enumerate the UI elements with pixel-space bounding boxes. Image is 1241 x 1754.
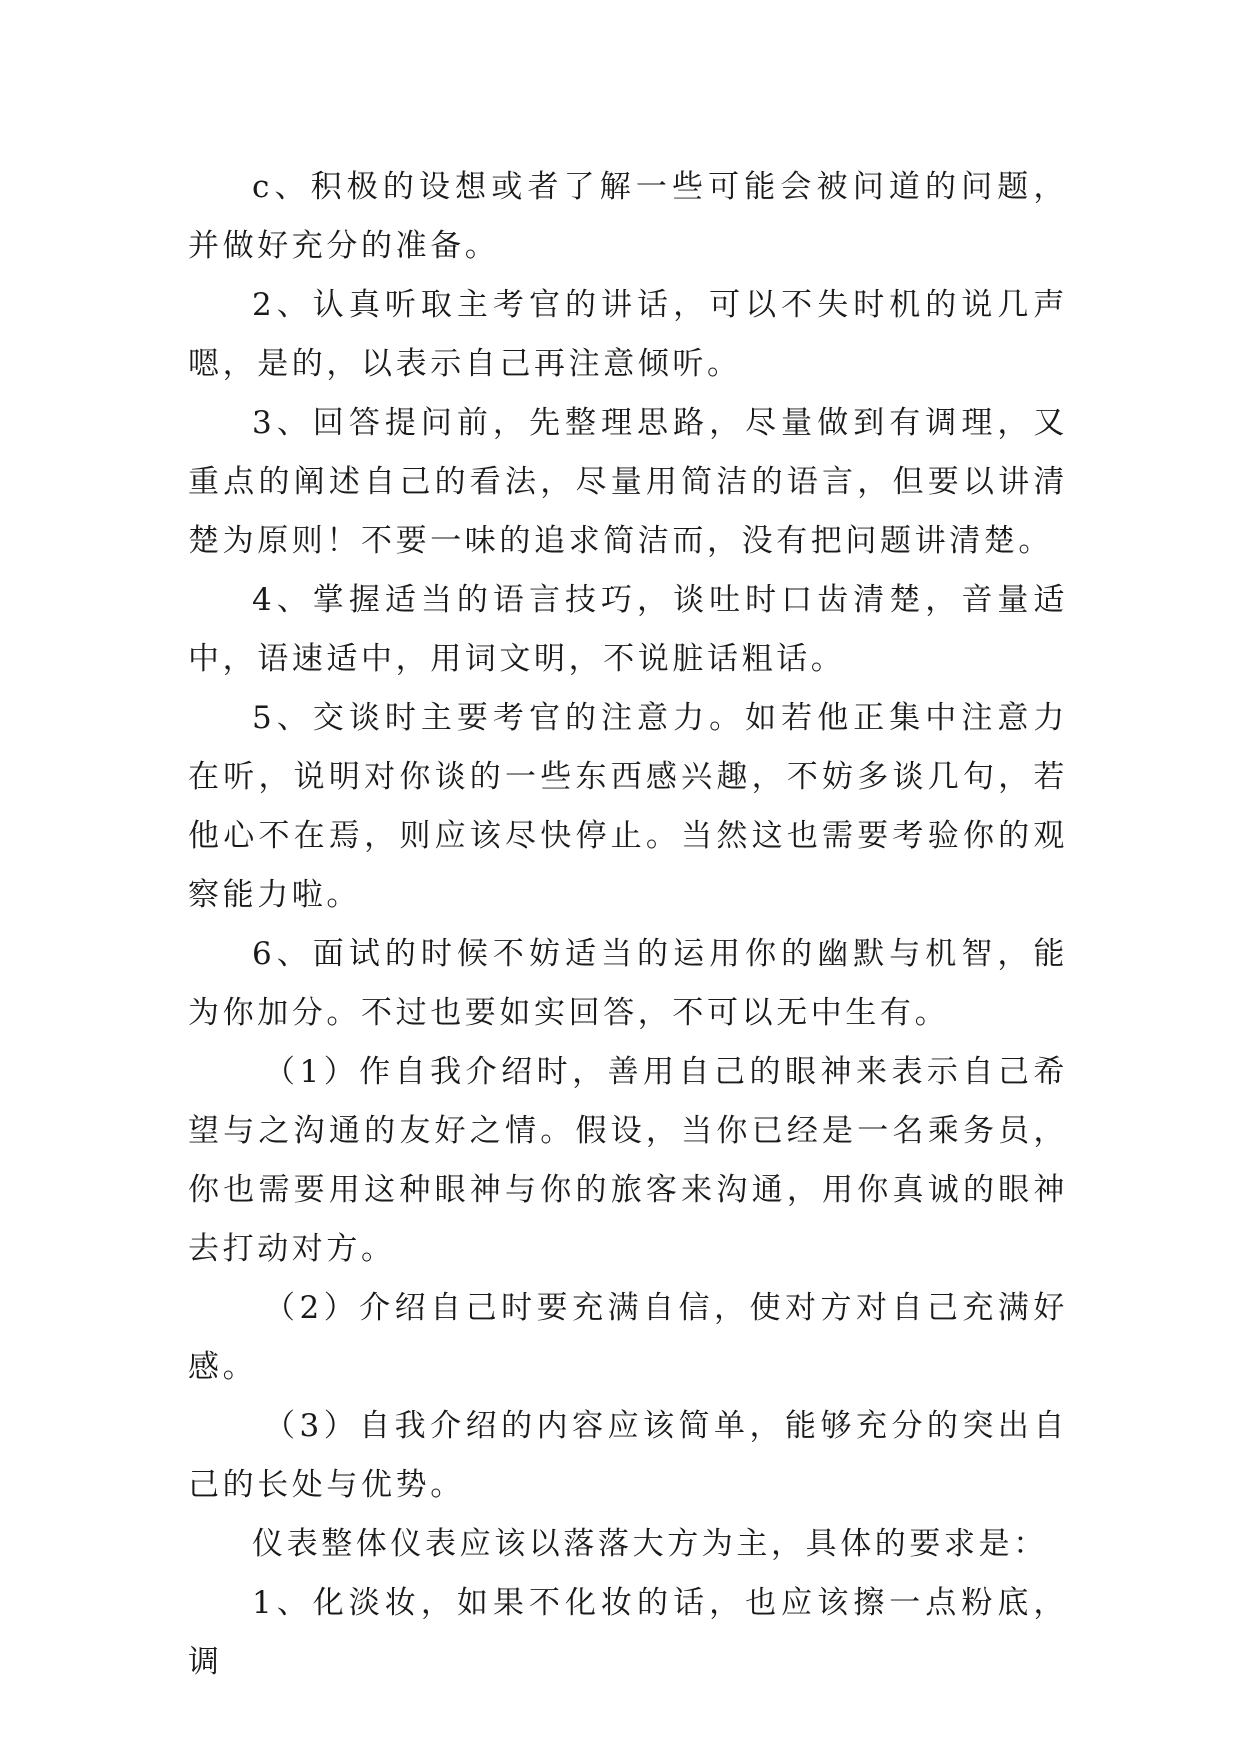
paragraph-item-c: c、积极的设想或者了解一些可能会被问道的问题，并做好充分的准备。 bbox=[188, 169, 1068, 264]
paragraph-item-4: 4、掌握适当的语言技巧，谈吐时口齿清楚，音量适中，语速适中，用词文明，不说脏话粗话。 bbox=[188, 582, 1068, 677]
paragraph-item-3: 3、回答提问前，先整理思路，尽量做到有调理，又重点的阐述自己的看法，尽量用简洁的语言，但要以讲清楚为原则！不要一味的追求简洁而，没有把问题讲清楚。 bbox=[188, 405, 1068, 559]
paragraph-appearance-intro: 仪表整体仪表应该以落落大方为主，具体的要求是： bbox=[252, 1526, 1048, 1562]
paragraph-appearance-1: 1、化淡妆，如果不化妆的话，也应该擦一点粉底，调 bbox=[188, 1585, 1068, 1680]
paragraph-item-5: 5、交谈时主要考官的注意力。如若他正集中注意力在听，说明对你谈的一些东西感兴趣，不妨多谈几句，若他心不在焉，则应该尽快停止。当然这也需要考验你的观察能力啦。 bbox=[188, 700, 1068, 913]
paragraph-subitem-1: （1）作自我介绍时，善用自己的眼神来表示自己希望与之沟通的友好之情。假设，当你已经是一名乘务员，你也需要用这种眼神与你的旅客来沟通，用你真诚的眼神去打动对方。 bbox=[188, 1054, 1068, 1267]
paragraph-item-6: 6、面试的时候不妨适当的运用你的幽默与机智，能为你加分。不过也要如实回答，不可以无中生有。 bbox=[188, 936, 1068, 1031]
paragraph-item-2: 2、认真听取主考官的讲话，可以不失时机的说几声嗯，是的，以表示自己再注意倾听。 bbox=[188, 287, 1068, 382]
paragraph-subitem-3: （3）自我介绍的内容应该简单，能够充分的突出自己的长处与优势。 bbox=[188, 1408, 1068, 1503]
document-body bbox=[188, 158, 1068, 1692]
paragraph-subitem-2: （2）介绍自己时要充满自信，使对方对自己充满好感。 bbox=[188, 1290, 1068, 1385]
